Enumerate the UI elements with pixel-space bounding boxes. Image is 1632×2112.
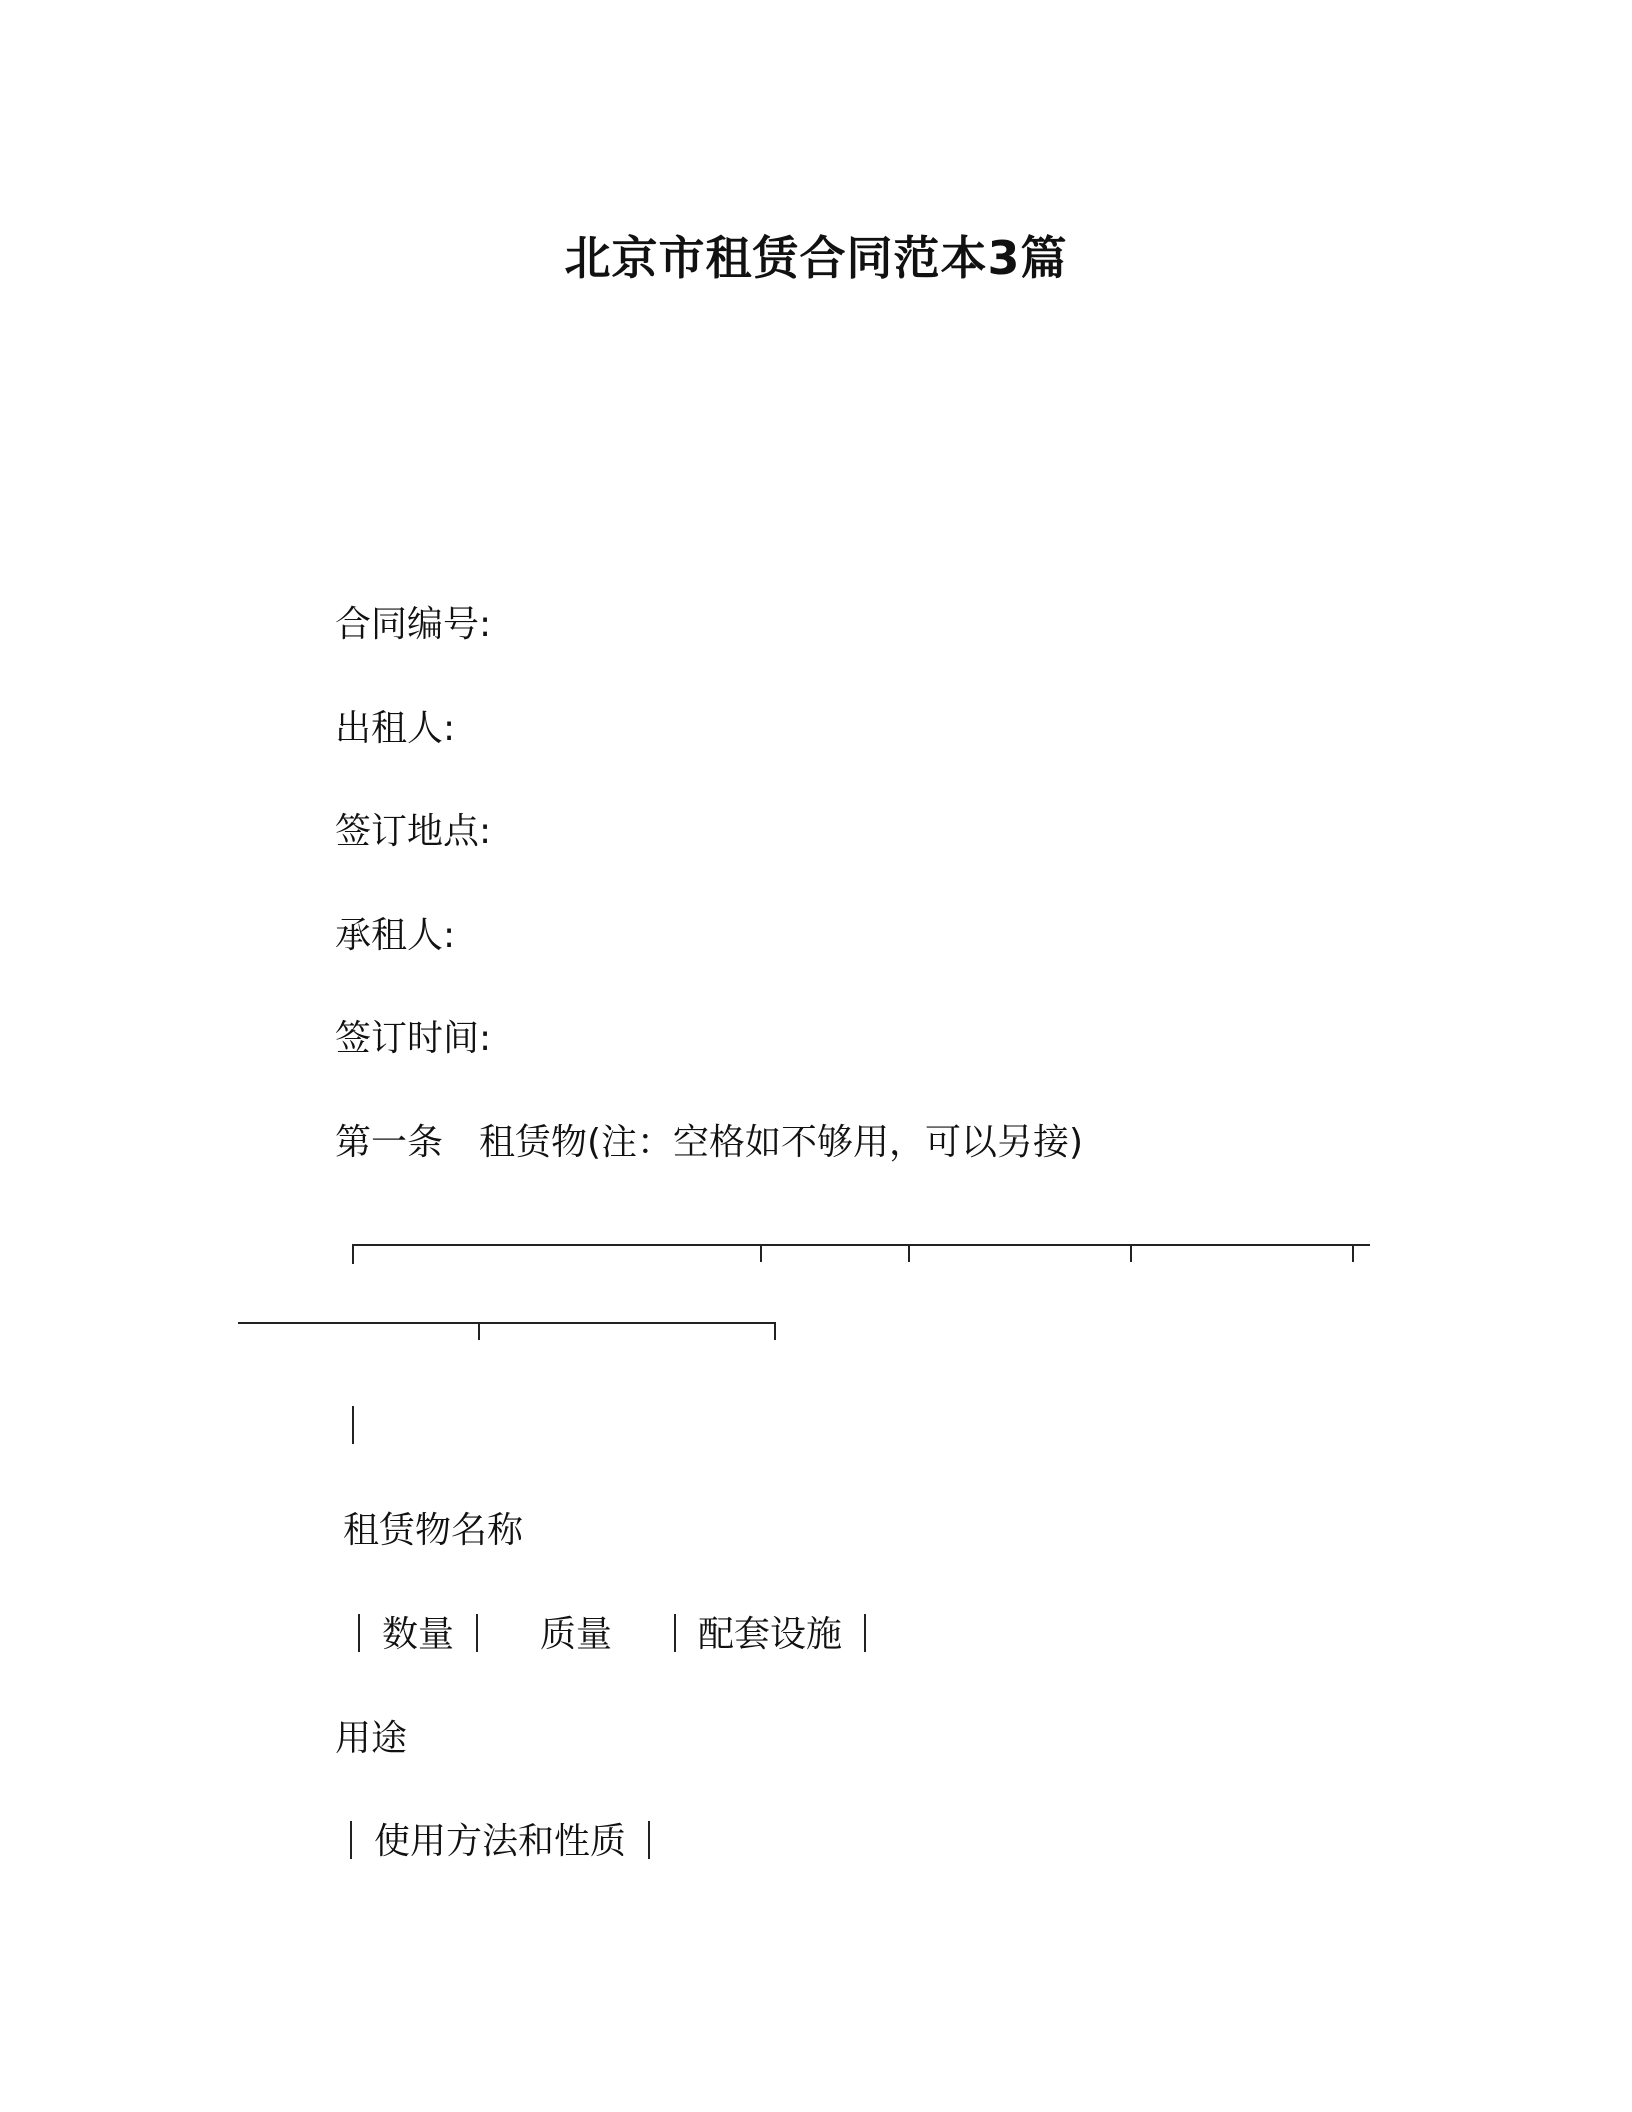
table-corner-tick: [352, 1244, 354, 1264]
field-sign-place: 签订地点:: [335, 811, 492, 852]
field-lessee: 承租人:: [335, 915, 456, 956]
table-header-method: 使用方法和性质: [374, 1821, 627, 1862]
table-row-bar: [352, 1406, 354, 1444]
table-header-row: [358, 1606, 866, 1657]
table-column-tick: [1130, 1244, 1132, 1262]
table-cell-divider: [674, 1614, 676, 1652]
table-column-tick: [760, 1244, 762, 1262]
table-column-tick: [774, 1322, 776, 1340]
table-header-quantity: 数量: [382, 1614, 455, 1655]
table-cell-divider: [476, 1614, 478, 1652]
table-header-item-name: 租赁物名称: [343, 1510, 524, 1551]
field-sign-time: 签订时间:: [335, 1018, 492, 1059]
table-cell-divider: [350, 1821, 352, 1859]
table-header-facilities: 配套设施: [698, 1614, 843, 1655]
table-header-use: 用途: [335, 1718, 408, 1759]
table-top-border: [352, 1244, 1370, 1246]
page-title: 北京市租赁合同范本3篇: [564, 231, 1068, 285]
table-cell-divider: [648, 1821, 650, 1859]
field-lessor: 出租人:: [335, 708, 456, 749]
table-cell-divider: [864, 1614, 866, 1652]
table-column-tick: [908, 1244, 910, 1262]
table-method-row: [350, 1813, 650, 1864]
table-column-tick: [478, 1322, 480, 1340]
article-1-heading: 第一条 租赁物(注：空格如不够用，可以另接): [335, 1122, 1084, 1163]
table-second-border: [238, 1322, 776, 1324]
field-contract-number: 合同编号:: [335, 604, 492, 645]
table-cell-divider: [358, 1614, 360, 1652]
table-header-quality: 质量: [540, 1614, 613, 1655]
table-column-tick: [1352, 1244, 1354, 1262]
